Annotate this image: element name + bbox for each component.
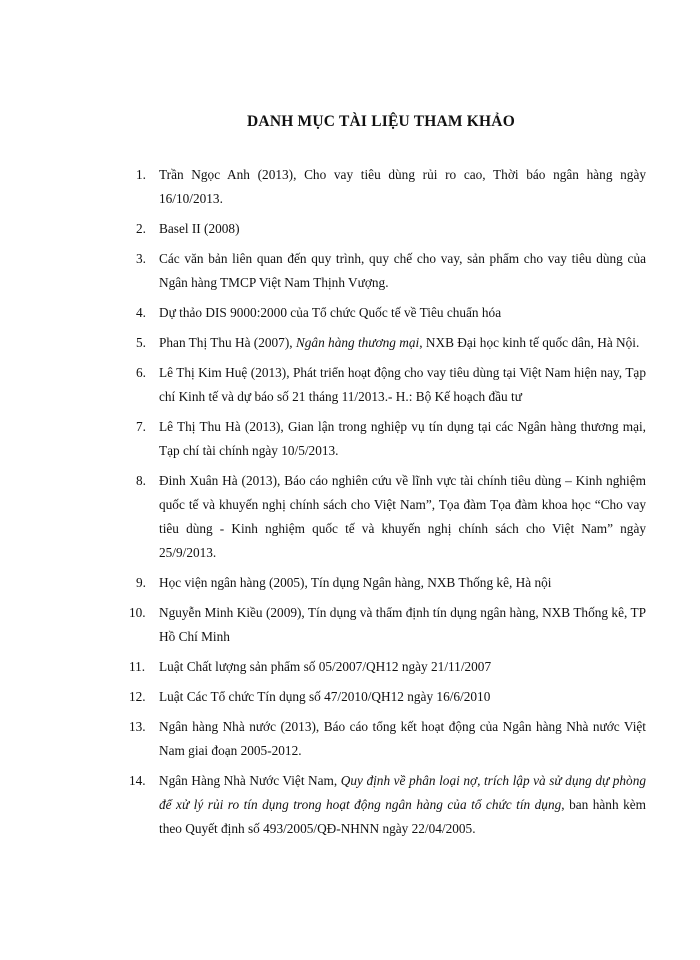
reference-text: Đinh Xuân Hà (2013), Báo cáo nghiên cứu về lĩnh vực tài chính tiêu dùng – Kinh nghiệm quốc tế và khuyến nghị chính sách cho Việt Nam”, Tọa đàm Tọa đàm khoa học “Cho vay tiêu dùng - Kinh nghiệm quốc tế và khuyến nghị chính sách cho Việt Nam” ngày 25/9/2013.: [159, 473, 646, 560]
reference-item: [129, 655, 646, 679]
reference-text: Nguyễn Minh Kiều (2009), Tín dụng và thẩm định tín dụng ngân hàng, NXB Thống kê, TP Hồ Chí Minh: [159, 605, 646, 644]
reference-number: 9.: [136, 575, 146, 590]
reference-number: 8.: [136, 473, 146, 488]
reference-item: [136, 469, 646, 565]
reference-item: [136, 163, 646, 211]
reference-item: [136, 331, 646, 355]
reference-number: 1.: [136, 167, 146, 182]
reference-text: Ngân Hàng Nhà Nước Việt Nam,: [159, 773, 341, 788]
reference-item: [129, 685, 646, 709]
reference-title-italic: Quy định về phân loại nợ, trích lập và sử dụng dự phòng để xử lý rủi ro tín dụng trong hoạt động ngân hàng của tổ chức tín dụng: [159, 773, 647, 812]
reference-item: [136, 415, 646, 463]
reference-number: 13.: [129, 719, 146, 734]
reference-item: [136, 247, 646, 295]
reference-text: Học viện ngân hàng (2005), Tín dụng Ngân hàng, NXB Thống kê, Hà nội: [159, 575, 552, 590]
reference-title-italic: Ngân hàng thương mại: [295, 335, 420, 350]
page-title: DANH MỤC TÀI LIỆU THAM KHẢO: [247, 113, 515, 130]
reference-number: 4.: [136, 305, 146, 320]
reference-number: 12.: [129, 689, 146, 704]
reference-text: Luật Các Tổ chức Tín dụng số 47/2010/QH12 ngày 16/6/2010: [159, 689, 491, 704]
reference-list: [129, 163, 647, 841]
reference-item: [129, 769, 647, 841]
reference-text: Dự thảo DIS 9000:2000 của Tổ chức Quốc tế về Tiêu chuẩn hóa: [159, 305, 502, 320]
reference-number: 11.: [129, 659, 146, 674]
reference-number: 7.: [136, 419, 146, 434]
reference-text: Ngân hàng Nhà nước (2013), Báo cáo tổng kết hoạt động của Ngân hàng Nhà nước Việt Nam giai đoạn 2005-2012.: [159, 719, 646, 758]
reference-item: [136, 361, 646, 409]
reference-number: 14.: [129, 773, 146, 788]
reference-item: [129, 601, 646, 649]
reference-text-tail: , ban hành kèm theo Quyết định số 493/2005/QĐ-NHNN ngày 22/04/2005.: [159, 797, 646, 836]
reference-number: 6.: [136, 365, 146, 380]
reference-text: Lê Thị Kim Huệ (2013), Phát triển hoạt động cho vay tiêu dùng tại Việt Nam hiện nay, Tạp chí Kinh tế và dự báo số 21 tháng 11/2013.- H.: Bộ Kế hoạch đầu tư: [159, 365, 646, 404]
reference-item: [136, 301, 646, 325]
reference-text: Luật Chất lượng sản phẩm số 05/2007/QH12 ngày 21/11/2007: [159, 659, 492, 674]
reference-number: 3.: [136, 251, 146, 266]
reference-item: [136, 217, 646, 241]
reference-text-tail: , NXB Đại học kinh tế quốc dân, Hà Nội.: [419, 335, 640, 350]
reference-number: 5.: [136, 335, 146, 350]
reference-text: Basel II (2008): [159, 221, 240, 236]
reference-text: Lê Thị Thu Hà (2013), Gian lận trong nghiệp vụ tín dụng tại các Ngân hàng thương mại, Tạp chí tài chính ngày 10/5/2013.: [159, 419, 646, 458]
reference-item: [136, 571, 646, 595]
reference-item: [129, 715, 646, 763]
reference-number: 2.: [136, 221, 146, 236]
reference-number: 10.: [129, 605, 146, 620]
reference-text: Phan Thị Thu Hà (2007),: [159, 335, 296, 350]
reference-text: Các văn bản liên quan đến quy trình, quy chế cho vay, sản phẩm cho vay tiêu dùng của Ngân hàng TMCP Việt Nam Thịnh Vượng.: [159, 251, 646, 290]
reference-text: Trần Ngọc Anh (2013), Cho vay tiêu dùng rủi ro cao, Thời báo ngân hàng ngày 16/10/2013.: [159, 167, 646, 206]
